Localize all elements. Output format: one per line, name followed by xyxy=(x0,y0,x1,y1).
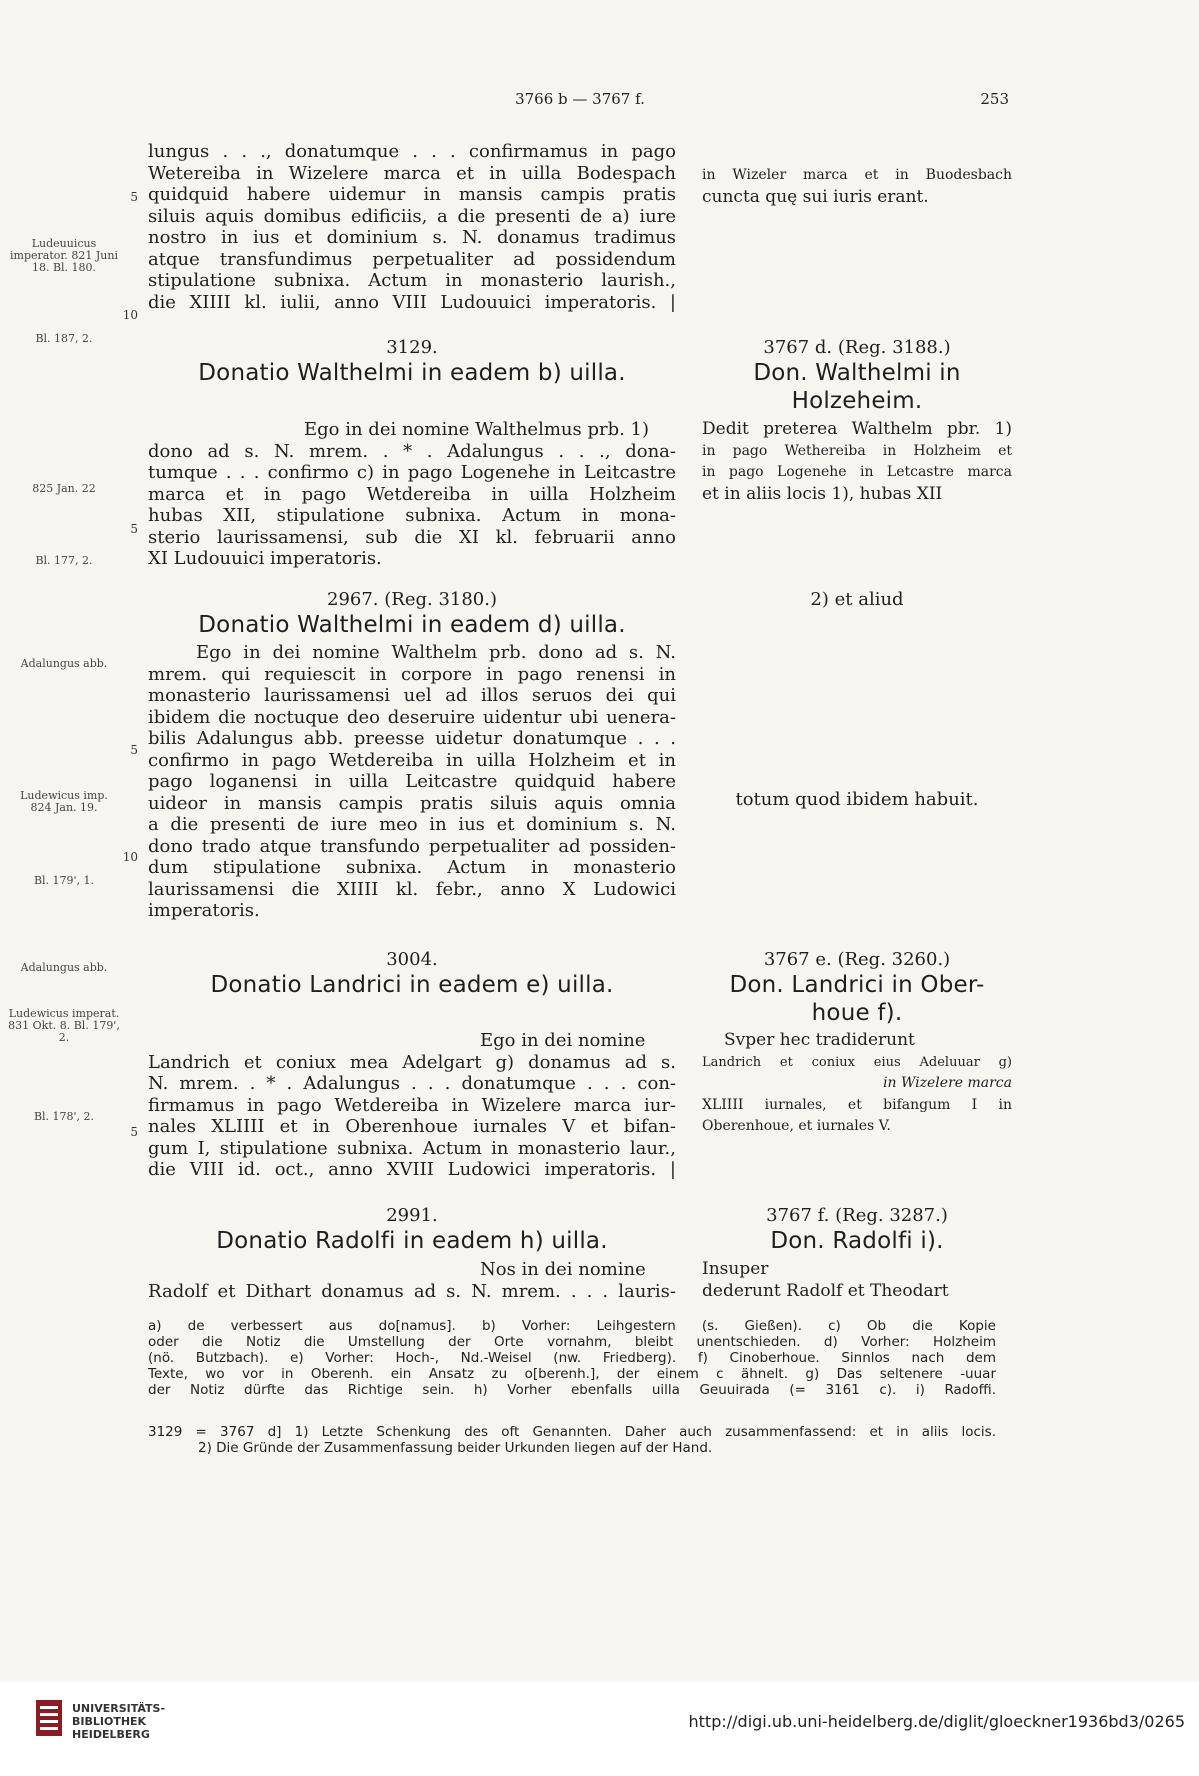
notice-number: 3767 e. (Reg. 3260.) xyxy=(763,949,951,970)
notice-title: Holzeheim. xyxy=(791,388,923,414)
text-line: stipulatione subnixa. Actum in monasterio laurish., xyxy=(148,270,676,291)
text-line: pago loganensi in uilla Leitcastre quidquid habere xyxy=(148,771,676,792)
footnote-line: oder die Notiz die Umstellung der Orte vornahm, bleibt unentschieden. d) Vorher: Holzheim xyxy=(148,1334,996,1350)
note-line: 3129 = 3767 d] 1) Letzte Schenkung des oft Genannten. Daher auch zusammenfassend: et in aliis locis. xyxy=(148,1424,996,1440)
charter-text xyxy=(148,642,676,922)
notice-title: Don. Walthelmi in xyxy=(753,360,961,386)
notice-text xyxy=(702,1259,1012,1302)
notice-title: Don. Landrici in Ober- xyxy=(729,972,985,998)
running-header xyxy=(0,90,1199,110)
margin-note: Bl. 177, 2. xyxy=(35,554,93,567)
text-line: Svper hec tradiderunt xyxy=(724,1030,915,1050)
footnote-line: a) de verbessert aus do[namus]. b) Vorher: Leihgestern (s. Gießen). c) Ob die Kopie xyxy=(148,1318,996,1334)
charter-text xyxy=(148,1030,676,1181)
line-number: 10 xyxy=(122,308,138,322)
text-line: et in aliis locis 1), hubas XII xyxy=(702,483,943,504)
text-line: Radolf et Dithart donamus ad s. N. mrem. . . . lauris- xyxy=(148,1280,676,1302)
text-line: sterio laurissamensi, sub die XI kl. februarii anno xyxy=(148,526,676,548)
notice-number: 3767 f. (Reg. 3287.) xyxy=(766,1205,948,1226)
library-name-line: UNIVERSITÄTS- xyxy=(72,1702,166,1715)
text-line: laurissamensi die XIIII kl. febr., anno X Ludowici xyxy=(148,878,676,900)
text-line: Landrich et coniux mea Adelgart g) donamus ad s. xyxy=(148,1051,676,1073)
text-line: dono trado atque transfundo perpetualiter ad possiden- xyxy=(148,835,676,857)
text-line: in pago Logenehe in Letcastre marca xyxy=(702,464,1012,480)
text-line: XI Ludouuici imperatoris. xyxy=(148,548,382,569)
text-line: atque transfundimus perpetualiter ad possidendum xyxy=(148,248,676,270)
charter-number: 3129. xyxy=(386,337,438,358)
text-line: Ego in dei nomine Walthelmus prb. 1) xyxy=(304,419,650,440)
text-line: firmamus in pago Wetdereiba in Wizelere marca iur- xyxy=(148,1094,676,1116)
margin-note: Bl. 178', 2. xyxy=(33,1110,95,1123)
note-line: 2) Die Gründe der Zusammenfassung beider Urkunden liegen auf der Hand. xyxy=(198,1440,713,1456)
text-line: mrem. qui requiescit in corpore in pago renensi in xyxy=(148,663,676,685)
text-line: dum stipulatione subnixa. Actum in monasterio xyxy=(148,857,676,878)
charter-text xyxy=(148,419,676,570)
text-line: lungus . . ., donatumque . . . confirmamus in pago xyxy=(148,141,676,162)
margin-note: Ludeuuicus imperator. 821 Juni 18. Bl. 180. xyxy=(10,237,118,274)
text-line: imperatoris. xyxy=(148,900,260,921)
text-line: nostro in ius et dominium s. N. donamus tradimus xyxy=(148,227,676,248)
text-line: die XIIII kl. iulii, anno VIII Ludouuici imperatoris. | xyxy=(148,291,676,313)
text-line: siluis aquis domibus edificiis, a die presenti de a) iure xyxy=(148,205,676,227)
footnote-line: der Notiz dürfte das Richtige sein. h) Vorher ebenfalls uilla Geuuirada (= 3161 c). i) Radoffi. xyxy=(148,1382,996,1398)
left-intro-text xyxy=(148,141,676,313)
text-line: marca et in pago Wetdereiba in uilla Holzheim xyxy=(148,483,676,505)
margin-note: Adalungus abb. xyxy=(20,961,108,974)
text-line: uideor in mansis campis pratis siluis aquis omnia xyxy=(148,792,676,814)
library-name-line: HEIDELBERG xyxy=(72,1728,150,1741)
page-number: 253 xyxy=(980,90,1009,108)
line-number: 5 xyxy=(130,743,138,757)
margin-note: Ludewicus imp. 824 Jan. 19. xyxy=(20,789,108,814)
notice-title: houe f). xyxy=(811,1000,903,1026)
notice-number: 3767 d. (Reg. 3188.) xyxy=(763,337,951,358)
text-line: nales XLIIII et in Oberenhoue iurnales V et bifan- xyxy=(148,1116,676,1137)
library-name-line: BIBLIOTHEK xyxy=(72,1715,147,1728)
endnotes xyxy=(148,1424,996,1456)
footnote-line: (nö. Butzbach). e) Vorher: Hoch-, Nd.-Weisel (nw. Friedberg). f) Cinoberhoue. Sinnlos nach dem xyxy=(148,1350,996,1366)
library-name xyxy=(72,1702,165,1741)
text-line: ibidem die noctuque deo deseruire uidentur ubi uenera- xyxy=(148,706,676,728)
charter-number: 3004. xyxy=(386,949,438,970)
charter-number: 2991. xyxy=(386,1205,438,1226)
text-line: N. mrem. . * . Adalungus . . . donatumque . . . con- xyxy=(148,1073,676,1094)
text-line: gum I, stipulatione subnixa. Actum in monasterio laur., xyxy=(148,1137,676,1159)
charter-number: 2967. (Reg. 3180.) xyxy=(327,589,497,610)
charter-text xyxy=(148,1259,676,1302)
margin-note: 825 Jan. 22 xyxy=(32,482,96,495)
text-line: Dedit preterea Walthelm pbr. 1) xyxy=(702,419,1012,439)
text-line: cuncta quę sui iuris erant. xyxy=(702,186,929,207)
text-line: confirmo in pago Wetdereiba in uilla Holzheim et in xyxy=(148,749,676,771)
notice-text xyxy=(702,1030,1012,1138)
line-number: 5 xyxy=(130,190,138,204)
margin-note: Bl. 187, 2. xyxy=(35,332,93,345)
text-line: in pago Wethereiba in Holzheim et xyxy=(702,442,1012,459)
right-intro-text xyxy=(702,165,1012,208)
text-line: XLIIII iurnales, et bifangum I in xyxy=(702,1096,1012,1113)
line-number: 10 xyxy=(122,850,138,864)
text-line: Landrich et coniux eius Adeluuar g) xyxy=(702,1054,1012,1070)
text-line: a die presenti de iure meo in ius et dominium s. N. xyxy=(148,814,676,835)
text-line: hubas XII, stipulatione subnixa. Actum in mona- xyxy=(148,505,676,526)
line-number: 5 xyxy=(130,1125,138,1139)
library-logo-icon xyxy=(36,1700,62,1736)
text-line: in Wizeler marca et in Buodesbach xyxy=(702,167,1012,183)
charter-title: Donatio Walthelmi in eadem d) uilla. xyxy=(198,612,626,638)
charter-title: Donatio Landrici in eadem e) uilla. xyxy=(210,972,614,998)
charter-title: Donatio Radolfi in eadem h) uilla. xyxy=(216,1228,608,1254)
footnote-line: Texte, wo vor in Oberenh. ein Ansatz zu o[berenh.], der einem c ähnelt. g) Das seltenere -uuar xyxy=(148,1366,996,1382)
text-line: Wetereiba in Wizelere marca et in uilla Bodespach xyxy=(148,162,676,184)
text-line: Ego in dei nomine xyxy=(480,1030,646,1051)
footnotes xyxy=(148,1318,996,1398)
text-line: dono ad s. N. mrem. . * . Adalungus . . ., dona- xyxy=(148,440,676,462)
text-line: monasterio laurissamensi uel ad illos seruos dei qui xyxy=(148,685,676,706)
text-line: dederunt Radolf et Theodart xyxy=(702,1280,949,1301)
line-number: 5 xyxy=(130,522,138,536)
text-line: die VIII id. oct., anno XVIII Ludowici imperatoris. | xyxy=(148,1159,676,1180)
text-line: quidquid habere uidemur in mansis campis pratis xyxy=(148,184,676,205)
notice-text: totum quod ibidem habuit. xyxy=(735,789,979,810)
text-line: Insuper xyxy=(702,1259,769,1279)
text-line: in Wizelere marca xyxy=(883,1075,1012,1091)
notice-title: Don. Radolfi i). xyxy=(770,1228,944,1254)
margin-note: Ludewicus imperat. 831 Okt. 8. Bl. 179', 2. xyxy=(8,1007,120,1044)
header-range: 3766 b — 3767 f. xyxy=(515,90,645,108)
text-line: tumque . . . confirmo c) in pago Logenehe in Leitcastre xyxy=(148,462,676,483)
charter-title: Donatio Walthelmi in eadem b) uilla. xyxy=(198,360,626,386)
margin-note: Bl. 179', 1. xyxy=(33,874,95,887)
text-line: Oberenhoue, et iurnales V. xyxy=(702,1118,891,1134)
margin-note: Adalungus abb. xyxy=(20,657,108,670)
notice-text xyxy=(702,419,1012,505)
permalink-url[interactable]: http://digi.ub.uni-heidelberg.de/diglit/gloeckner1936bd3/0265 xyxy=(688,1712,1185,1731)
text-line: bilis Adalungus abb. preesse uidetur donatumque . . . xyxy=(148,728,676,749)
notice-note: 2) et aliud xyxy=(810,589,904,610)
text-line: Ego in dei nomine Walthelm prb. dono ad s. N. xyxy=(196,642,676,663)
text-line: Nos in dei nomine xyxy=(480,1259,646,1280)
